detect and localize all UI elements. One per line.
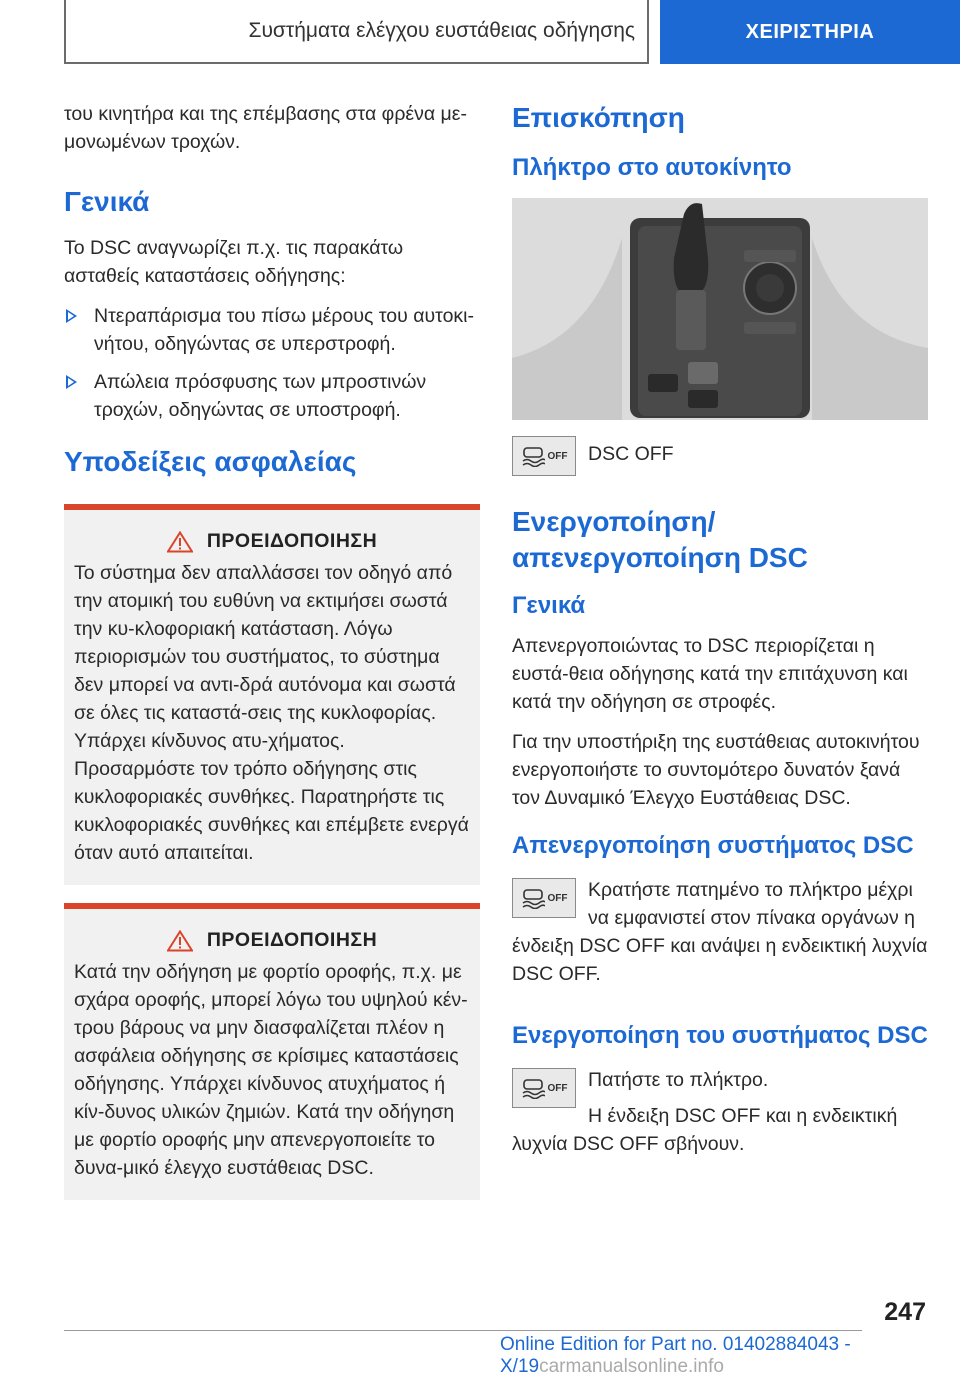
section-title: Συστήματα ελέγχου ευστάθειας οδήγησης — [248, 19, 635, 42]
list-item: Ντεραπάρισμα του πίσω μέρους του αυτοκι-νήτου, οδηγώντας σε υπερστροφή. — [64, 302, 480, 358]
general-paragraph-2: Για την υποστήριξη της ευστάθειας αυτοκινήτου ενεργοποιήστε το συντομότερο δυνατόν ξανά τον Δυναμικό Έλεγχο Ευστάθειας DSC. — [512, 731, 920, 809]
chapter-tab[interactable] — [660, 0, 960, 64]
activate-text-2: Η ένδειξη DSC OFF και η ενδεικτική λυχνία DSC OFF σβήνουν. — [512, 1105, 898, 1155]
deactivate-text: Κρατήστε πατημένο το πλήκτρο μέχρι να εμφανιστεί στον πίνακα οργάνων η ένδειξη DSC OFF και ανάψει η ενδεικτική λυχνία DSC OFF. — [512, 879, 928, 985]
general-heading: Γενικά — [64, 186, 150, 217]
center-console-photo — [512, 198, 928, 420]
list-item: Απώλεια πρόσφυσης των μπροστινών τροχών, οδηγώντας σε υποστροφή. — [64, 368, 480, 424]
general-paragraph-1: Απενεργοποιώντας το DSC περιορίζεται η ευστά-θεια οδήγησης κατά την επιτάχυνση και κατά την οδήγηση σε στροφές. — [512, 635, 908, 713]
dsc-skid-car-icon — [521, 1077, 545, 1099]
general-text: Το DSC αναγνωρίζει π.χ. τις παρακάτω ασταθείς καταστάσεις οδήγησης: — [64, 237, 404, 287]
warning-title: ΠΡΟΕΙΔΟΠΟΙΗΣΗ — [206, 530, 378, 552]
edition-link[interactable]: Online Edition for Part no. 01402884043 - X/19 — [500, 1334, 851, 1377]
safety-heading: Υποδείξεις ασφαλείας — [64, 446, 357, 477]
deactivate-heading: Απενεργοποίηση συστήματος DSC — [512, 832, 914, 859]
running-header — [64, 0, 649, 64]
right-column — [512, 100, 928, 1184]
page-number: 247 — [884, 1298, 926, 1326]
left-column — [64, 100, 480, 1218]
warning-text: Το σύστημα δεν απαλλάσσει τον οδηγό από την ατομική του ευθύνη να εκτιμήσει σωστά την κυ-κλοφοριακή κατάσταση. Λόγω περιορισμών του συστήματος, το σύστημα δεν μπορεί να αντι-δρά αυτόνομα και σωστά σε όλες τις καταστά-σεις της κυκλοφορίας. Υπάρχει κίνδυνος ατυ-χήματος. Προσαρμόστε τον τρόπο οδήγησης στις κυκλοφοριακές συνθήκες. Παρατηρήστε τις κυκλοφοριακές συνθήκες και επέμβετε ενεργά όταν αυτό απαιτείται. — [74, 562, 469, 864]
warning-triangle-icon — [167, 930, 193, 952]
warning-box — [64, 504, 480, 885]
dsc-off-label: OFF — [547, 1082, 568, 1094]
activate-text-1: Πατήστε το πλήκτρο. — [588, 1069, 769, 1091]
activate-block — [512, 1066, 928, 1166]
dsc-skid-car-icon — [521, 445, 545, 467]
warning-text: Κατά την οδήγηση με φορτίο οροφής, π.χ. με σχάρα οροφής, μπορεί λόγω του υψηλού κέν-τρου βάρους να μην διασφαλίζεται πλέον η ασφάλεια οδήγησης σε κρίσιμες καταστάσεις οδήγησης. Υπάρχει κίνδυνος ατυχήματος ή κίν-δυνος υλικών ζημιών. Κατά την οδήγηση με φορτίο οροφής μην απενεργοποιείτε το δυνα-μικό έλεγχο ευστάθειας DSC. — [74, 961, 468, 1179]
warning-header — [74, 929, 470, 952]
dsc-off-button[interactable] — [512, 878, 576, 918]
footer-divider — [64, 1330, 862, 1331]
triangle-bullet-icon — [66, 309, 77, 323]
instability-list — [64, 302, 480, 424]
overview-heading: Επισκόπηση — [512, 102, 685, 133]
activation-heading: Ενεργοποίηση/απενεργοποίηση DSC — [512, 506, 808, 573]
button-location-heading: Πλήκτρο στο αυτοκίνητο — [512, 154, 792, 181]
warning-title: ΠΡΟΕΙΔΟΠΟΙΗΣΗ — [206, 929, 378, 951]
dsc-button-caption: DSC OFF — [588, 443, 674, 465]
intro-text: του κινητήρα και της επέμβασης στα φρένα με-μονωμένων τροχών. — [64, 103, 467, 153]
dsc-off-label: OFF — [547, 892, 568, 904]
warning-box — [64, 903, 480, 1200]
chapter-tab-label: ΧΕΙΡΙΣΤΗΡΙΑ — [745, 20, 875, 43]
dsc-off-button[interactable] — [512, 436, 576, 476]
dsc-skid-car-icon — [521, 887, 545, 909]
general-subheading: Γενικά — [512, 592, 586, 619]
warning-triangle-icon — [167, 531, 193, 553]
center-console-illustration — [512, 198, 928, 420]
footer — [500, 1334, 960, 1378]
activate-heading: Ενεργοποίηση του συστήματος DSC — [512, 1022, 928, 1049]
deactivate-block — [512, 876, 928, 996]
dsc-off-label: OFF — [547, 450, 568, 462]
warning-header — [74, 530, 470, 553]
watermark: carmanualsonline.info — [539, 1356, 724, 1377]
triangle-bullet-icon — [66, 375, 77, 389]
dsc-off-button[interactable] — [512, 1068, 576, 1108]
dsc-button-legend — [512, 436, 928, 480]
